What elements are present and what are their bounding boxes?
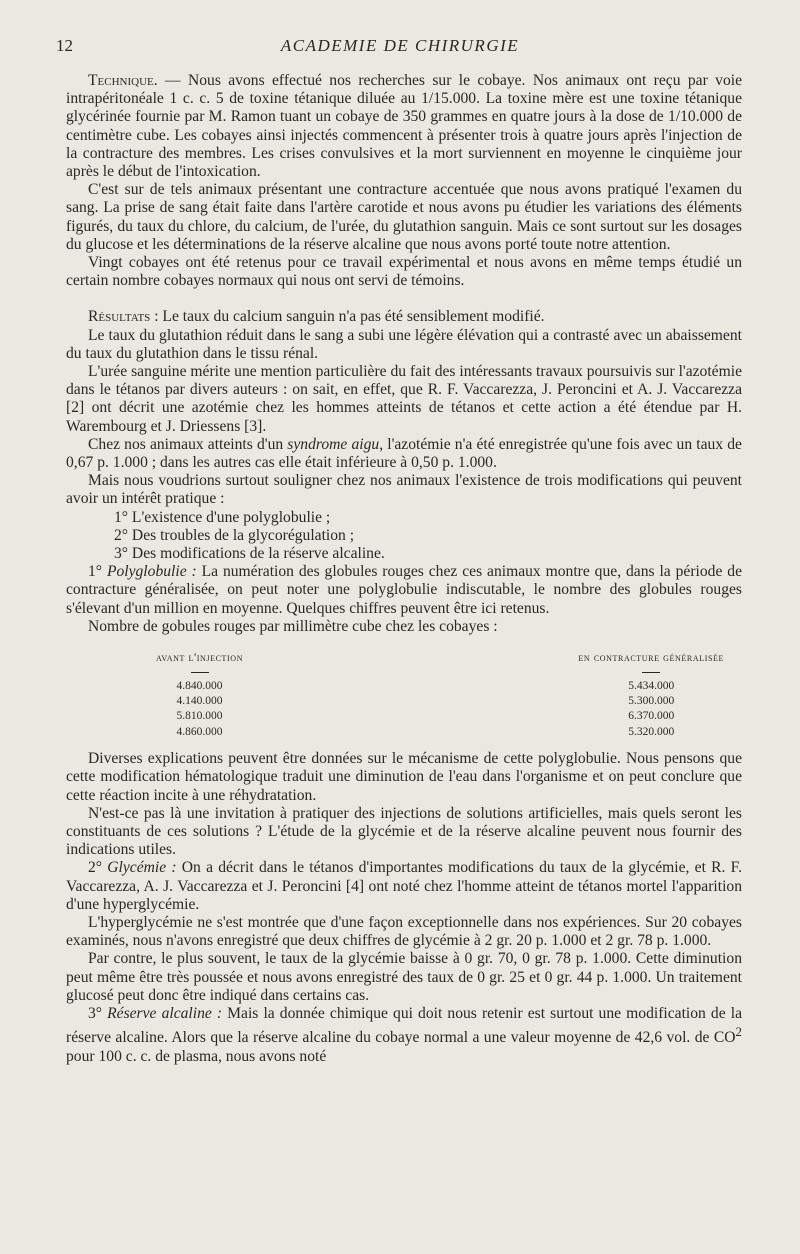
paragraph: Mais nous voudrions surtout souligner chez nos animaux l'existence de trois modifications qui peuvent avoir un intérêt pratique : bbox=[66, 472, 742, 508]
text-run: On a décrit dans le tétanos d'importantes modifications du taux de la glycémie, et R. F. Vaccarezza, A. J. Vaccarezza et J. Peroncini [4] ont noté chez l'homme atteint de tétanos mortel l'apparition d'une hyperglycémie. bbox=[66, 859, 742, 913]
paragraph-polyglobulie bbox=[66, 563, 742, 618]
table-cell: 6.370.000 bbox=[628, 710, 675, 723]
table-cell: 5.810.000 bbox=[176, 710, 223, 723]
paragraph: L'urée sanguine mérite une mention particulière du fait des intéressants travaux poursuivis sur l'azotémie dans le tétanos par divers auteurs : on sait, en effet, que R. F. Vaccarezza, J. Peroncini et A. J. Vaccarezza [2] ont décrit une azotémie chez les hommes atteints de tétanos et cette action a été étendue par H. Warembourg et J. Driessens [3]. bbox=[66, 363, 742, 435]
text-run: pour 100 c. c. de plasma, nous avons noté bbox=[66, 1047, 327, 1065]
table-column-after bbox=[578, 650, 724, 740]
paragraph: Nombre de gobules rouges par millimètre cube chez les cobayes : bbox=[88, 617, 498, 635]
emphasis: syndrome aigu bbox=[287, 435, 380, 453]
section-label-technique: Technique. bbox=[88, 72, 158, 89]
column-header: en contracture généralisée bbox=[578, 650, 724, 665]
page-header bbox=[56, 36, 744, 60]
text-run: La numération des globules rouges chez ces animaux montre que, dans la période de contracture généralisée, on peut noter une polyglobulie indiscutable, le nombre des globules rouges s'élevant d'un million en moyenne. Quelques chiffres peuvent être ici retenus. bbox=[66, 563, 742, 617]
running-title: ACADEMIE DE CHIRURGIE bbox=[280, 36, 520, 55]
table-column-before bbox=[156, 650, 243, 740]
paragraph bbox=[66, 436, 742, 472]
paragraph: Diverses explications peuvent être données sur le mécanisme de cette polyglobulie. Nous pensons que cette modification hématologique traduit une diminution de l'eau dans l'organisme et on peut conclure que cette réaction incite à une réhydratation. bbox=[66, 750, 742, 804]
table-cell: 5.300.000 bbox=[628, 694, 675, 707]
resultats-text: : Le taux du calcium sanguin n'a pas été sensiblement modifié. bbox=[150, 308, 545, 326]
page-number: 12 bbox=[56, 36, 73, 55]
technique-text: — Nous avons effectué nos recherches sur le cobaye. Nos animaux ont reçu par voie intrapéritonéale 1 c. c. 5 de toxine tétanique diluée au 1/15.000. La toxine mère est une toxine tétanique glycérinée fournie par M. Ramon tuant un cobaye de 350 grammes en quatre jours à la dose de 1/10.000 de centimètre cube. Les cobayes ainsi injectés commencent à présenter trois à quatre jours après l'injection de la contracture des membres. Les crises convulsives et la mort surviennent en moyenne le cinquième jour après le début de l'intoxication. bbox=[66, 72, 742, 181]
list-item: 2° Des troubles de la glycorégulation ; bbox=[114, 526, 355, 544]
text-run: Chez nos animaux atteints d'un bbox=[88, 435, 288, 453]
item-number: 3° bbox=[88, 1004, 108, 1022]
subsection-title: Polyglobulie : bbox=[106, 563, 197, 581]
paragraph-resultats bbox=[66, 308, 742, 326]
paragraph: C'est sur de tels animaux présentant une contracture accentuée que nous avons pratiqué l'examen du sang. La prise de sang était faite dans l'artère carotide et nous avons pu étudier les variations des éléments figurés, du taux du chlore, du calcium, de l'urée, du glutathion sanguin. Mais ce sont surtout sur les dosages du glucose et les déterminations de la réserve alcaline que nous avons porté toute notre attention. bbox=[66, 181, 742, 253]
paragraph-glycemie bbox=[66, 859, 742, 914]
paragraph: Par contre, le plus souvent, le taux de la glycémie baisse à 0 gr. 70, 0 gr. 78 p. 1.000. Cette diminution peut même être très poussée et nous avons enregistré des taux de 0 gr. 25 et 0 gr. 44 p. 1.000. Un traitement glucosé peut donc être indiqué dans certains cas. bbox=[66, 950, 742, 1004]
paragraph-technique bbox=[66, 72, 742, 181]
table-cell: 4.140.000 bbox=[176, 694, 223, 707]
text-run: Mais la donnée chimique qui doit nous retenir est surtout une modification de la réserve alcaline. Alors que la réserve alcaline du cobaye normal a une valeur moyenne de 42,6 vol. de CO bbox=[66, 1004, 742, 1047]
paragraph: Vingt cobayes ont été retenus pour ce travail expérimental et nous avons en même temps étudié un certain nombre cobayes normaux qui nous ont servi de témoins. bbox=[66, 254, 742, 290]
item-number: 1° bbox=[88, 563, 107, 581]
paragraph: N'est-ce pas là une invitation à pratiquer des injections de solutions artificielles, mais quels seront les constituants de ces solutions ? L'étude de la glycémie et de la réserve alcaline peuvent nous fournir des indications utiles. bbox=[66, 804, 742, 859]
section-label-resultats: Résultats bbox=[88, 308, 151, 326]
subsection-title: Réserve alcaline : bbox=[107, 1004, 223, 1022]
item-number: 2° bbox=[88, 859, 108, 877]
divider bbox=[642, 672, 660, 673]
table-cell: 4.860.000 bbox=[176, 725, 223, 738]
divider bbox=[191, 672, 209, 673]
table-cell: 5.320.000 bbox=[628, 725, 675, 738]
paragraph-reserve-alcaline bbox=[66, 1005, 742, 1066]
text-run: , l'azotémie n'a été enregistrée qu'une fois avec un taux de 0,67 p. 1.000 ; dans les autres cas elle était inférieure à 0,50 p. 1.000. bbox=[66, 435, 742, 472]
paragraph: L'hyperglycémie ne s'est montrée que d'une façon exceptionnelle dans nos expériences. Sur 20 cobayes examinés, nous n'avons enregistré que deux chiffres de glycémie à 2 gr. 20 p. 1.000 et 2 gr. 78 p. 1.000. bbox=[66, 913, 742, 950]
list-item: 3° Des modifications de la réserve alcaline. bbox=[114, 545, 385, 563]
body-text bbox=[66, 72, 742, 1066]
superscript: 2 bbox=[735, 1024, 742, 1040]
table-cell: 4.840.000 bbox=[176, 679, 223, 692]
column-header: avant l'injection bbox=[156, 650, 244, 665]
subsection-title: Glycémie : bbox=[107, 859, 177, 877]
table-cell: 5.434.000 bbox=[628, 679, 675, 692]
paragraph: Le taux du glutathion réduit dans le sang a subi une légère élévation qui a contrasté avec un abaissement du taux du glutathion dans le tissu rénal. bbox=[66, 326, 742, 362]
list-item: 1° L'existence d'une polyglobulie ; bbox=[114, 508, 331, 526]
data-table bbox=[66, 650, 742, 740]
